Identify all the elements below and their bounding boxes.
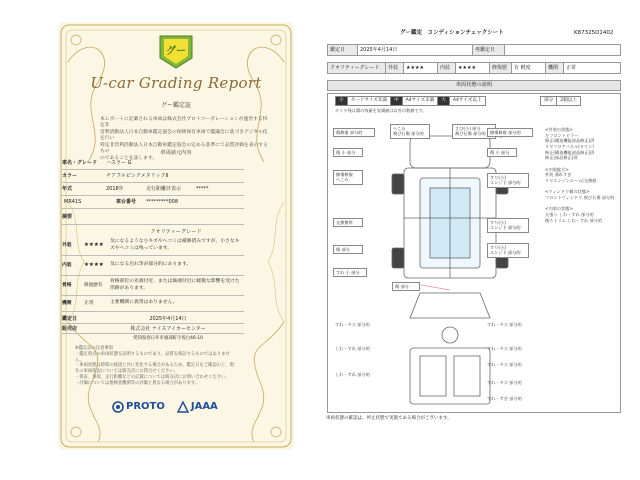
grade-label: 外装	[62, 242, 72, 248]
legend-partial: 部分	[541, 97, 557, 106]
proto-mark-icon	[112, 401, 124, 413]
sheet-date-label: 鑑定日	[328, 45, 358, 56]
certificate-subtitle: グー鑑定証	[160, 102, 191, 109]
vin-label: 車台番号	[116, 199, 137, 205]
grade-label: 内装	[62, 262, 72, 268]
intro-line: 本レポートに記載される車両は株式会社プロトコーポレーションが運営する特定非	[100, 117, 268, 129]
vehicle-color-value: チアフルピンクメタリックⅡ	[106, 173, 168, 179]
vehicle-name-row	[62, 157, 244, 170]
callout-left-rear: 傷 部分	[333, 245, 363, 254]
jaaa-logo	[177, 401, 218, 413]
sheet-date-table	[327, 44, 621, 56]
note-line: ・車両状態は時間の経過と共に変化する場合があるため、鑑定日をご確認の上、現在の車両状況については販売店にお問合せください。	[75, 363, 234, 375]
grade-stars: ★★★★	[84, 262, 104, 269]
engine-label: 機関	[546, 63, 564, 74]
callout-left-rear-door: 交換箇所	[333, 218, 363, 227]
sheet-dealer-value	[505, 45, 621, 56]
grade-label: 機関	[62, 300, 72, 306]
callout-right-step: すり(小) エンジ下 部分的	[487, 173, 529, 188]
legend-size-l: 大	[438, 97, 450, 106]
vehicle-name-label: 車名・グレード	[62, 160, 98, 166]
grade-label: 骨格	[62, 282, 72, 288]
tire-note: タイヤ残は溝の残量を実測値は以外の数値です。	[335, 108, 427, 113]
sheet-doc-id: K87325D1402	[574, 30, 614, 36]
callout-left-front-door: 傷 小 部分	[333, 148, 363, 157]
vehicle-model-row	[62, 196, 244, 209]
note-line: ※鑑定証の注意事項	[75, 346, 113, 351]
callout-front-bumper: へこみ 飛び石傷 部分的	[390, 124, 430, 139]
legend-size-s: 小	[336, 97, 348, 106]
grade-stars: 修復歴有	[84, 282, 103, 288]
ext-label: 外装	[386, 63, 404, 74]
cert-date-value: 2025年4月14日	[149, 315, 187, 322]
callout-front-right: さび(小) 部分 飛び石傷 部分的	[452, 124, 496, 139]
note-line: ・保証、事故、走行距離などの記載については販売店にお問い合わせください。	[75, 374, 230, 380]
callout-right-rear: すり(小) エンジ下 部分的	[487, 243, 529, 258]
intro-line: のであることを証します。	[100, 155, 158, 161]
repair-label: 修復歴	[490, 63, 512, 74]
mileage-value: *****	[196, 186, 209, 192]
legend-size-m: 中	[391, 97, 403, 106]
vehicle-section-heading: 車両諸元内容	[160, 150, 192, 156]
legend-size-s-desc: カードサイズ未満	[347, 97, 390, 106]
sheet-title: グー鑑定 コンディションチェックシート	[400, 30, 504, 36]
callout-right-fender: 擦傷修復 部分的	[487, 128, 533, 137]
sheet-dealer-label: 再鑑定日	[473, 45, 505, 56]
cert-seller-row	[62, 324, 244, 334]
vehicle-memo-row	[62, 209, 244, 225]
vin-value: *********008	[146, 199, 179, 205]
quality-table	[327, 62, 621, 74]
vehicle-year-value: 2018年	[106, 186, 124, 192]
grade-stars: 正常	[84, 300, 94, 306]
vehicle-color-label: カラー	[62, 173, 78, 179]
legend-multiple: 2個以上	[557, 97, 581, 106]
vehicle-year-row	[62, 183, 244, 196]
callout-interior-7: すれ・キズ 部分的	[487, 380, 522, 385]
quality-section-heading: クオリティーグレード	[150, 229, 202, 235]
callout-left-quarter: すれ 小 部分	[333, 268, 367, 277]
grade-description: 気になるような小キズやヘコミは補修済みですが、小さなキズやヘコミは残っています。	[110, 239, 240, 251]
seller-name: 株式会社 ナイスアイカーセンター	[130, 325, 206, 332]
repair-value: 有 軽度	[512, 63, 546, 74]
seller-address: 愛知県春日井市旗部町字坂白46-10	[133, 335, 203, 341]
model-code-value: MR41S	[64, 199, 82, 205]
condition-notes: <外装の状態> 左フロントピラー 修正(構造機能部品修正)済 リヤフロアパネル(タウン) 修正(構造機能部品修正)済 修正(部品修正)済 <内装総合> 外装 薄れすぎ リヤエンジンルーム(交換痕 <ウィンドウ類の状態> フロントウィンドウ 飛び石傷 部分的 <内装の状態> 天張り しわ・すれ 部分的 後ろトリム しわ・すれ 部分的	[545, 127, 615, 223]
svg-text:グー: グー	[166, 46, 186, 57]
vehicle-color-row	[62, 170, 244, 183]
sheet-date-value: 2025年4月14日	[358, 45, 473, 56]
callout-interior-8: すれ・すぎ 部分的	[487, 396, 522, 401]
grade-row-interior	[62, 256, 244, 276]
callout-left-mirror: 擦傷修復 へこみ	[333, 170, 363, 185]
callout-interior-4: すれ・キズ 部分的	[487, 362, 522, 367]
cert-address-row	[62, 334, 244, 343]
proto-logo	[112, 401, 165, 413]
jaaa-logo-text: JAAA	[190, 401, 218, 412]
callout-interior-1: すれ・キズ 部分的	[487, 322, 522, 327]
cert-date-row	[62, 314, 244, 324]
jaaa-mark-icon	[177, 401, 189, 413]
int-stars: ★★★★	[456, 63, 490, 74]
cert-date-label: 鑑定日	[62, 315, 78, 322]
memo-label: 摘要	[62, 213, 73, 220]
proto-logo-text: PROTO	[126, 401, 165, 412]
damage-legend-count	[540, 96, 581, 106]
grade-description: 骨格部位の先端付近、または後端付近に軽微な影響を受けた形跡があります。	[110, 279, 240, 291]
int-label: 内装	[438, 63, 456, 74]
certificate-title: U-car Grading Report	[90, 74, 262, 92]
grade-description: 主要機関に異常はありません。	[110, 300, 178, 306]
certificate-notes	[75, 346, 235, 387]
section-title-band: 車両状態の説明	[327, 80, 621, 91]
grade-row-frame	[62, 276, 244, 296]
callout-right-rear-step: すり(小) エンジ下 部分的	[487, 218, 529, 233]
grade-row-exterior	[62, 236, 244, 256]
goo-kantei-badge-icon	[156, 32, 196, 70]
callout-right-front-door: 傷 小 部分	[487, 148, 517, 157]
mileage-label: 走行距離計表示	[146, 186, 182, 192]
intro-line: 営利活動法人日本自動車鑑定協会の保険保有車両で鑑識会に基づきデジタル化を行い	[100, 129, 268, 142]
grade-description: 気になる汚れ等が部分的にあります。	[110, 262, 192, 268]
callout-rear-bumper: 傷 部分	[392, 282, 420, 291]
note-line: ・鑑定時点の車両状態を証明するものであり、品質を保証するものではありません。	[75, 351, 230, 363]
grade-row-engine	[62, 296, 244, 312]
vehicle-year-label: 年式	[62, 186, 73, 192]
certificate-logos	[112, 396, 232, 418]
grade-stars: ★★★★	[84, 242, 104, 249]
intro-line: 特定非営利活動法人日本自動車鑑定協会の定める基準にて品質評価を表示するもの	[100, 142, 268, 155]
legend-size-m-desc: A4サイズ未満	[402, 97, 438, 106]
sheet-footer: 車両状態の確認は、停止状態で実施である場合がございます。	[326, 416, 452, 421]
vehicle-name-value: ハスラー G	[106, 160, 132, 166]
quality-label: クオリティーグレード	[328, 63, 386, 74]
seller-label: 販売店	[62, 325, 78, 332]
note-line: ・評価については他検査機関等の評価と異なる場合があります。	[75, 380, 200, 386]
callout-front-left: 傷修復 部分的	[333, 128, 375, 137]
callout-interior-5: すれ・キズ 部分的	[335, 322, 370, 327]
callout-interior-6: しわ・すれ 部分的	[335, 372, 370, 377]
legend-size-l-desc: A4サイズ以上	[449, 97, 485, 106]
callout-interior-3: しわ・すれ 部分的	[335, 346, 370, 351]
damage-legend	[335, 96, 486, 106]
ext-stars: ★★★★	[404, 63, 438, 74]
engine-value: 正常	[564, 63, 621, 74]
callout-interior-2: すれ・キズ 部分的	[487, 346, 522, 351]
